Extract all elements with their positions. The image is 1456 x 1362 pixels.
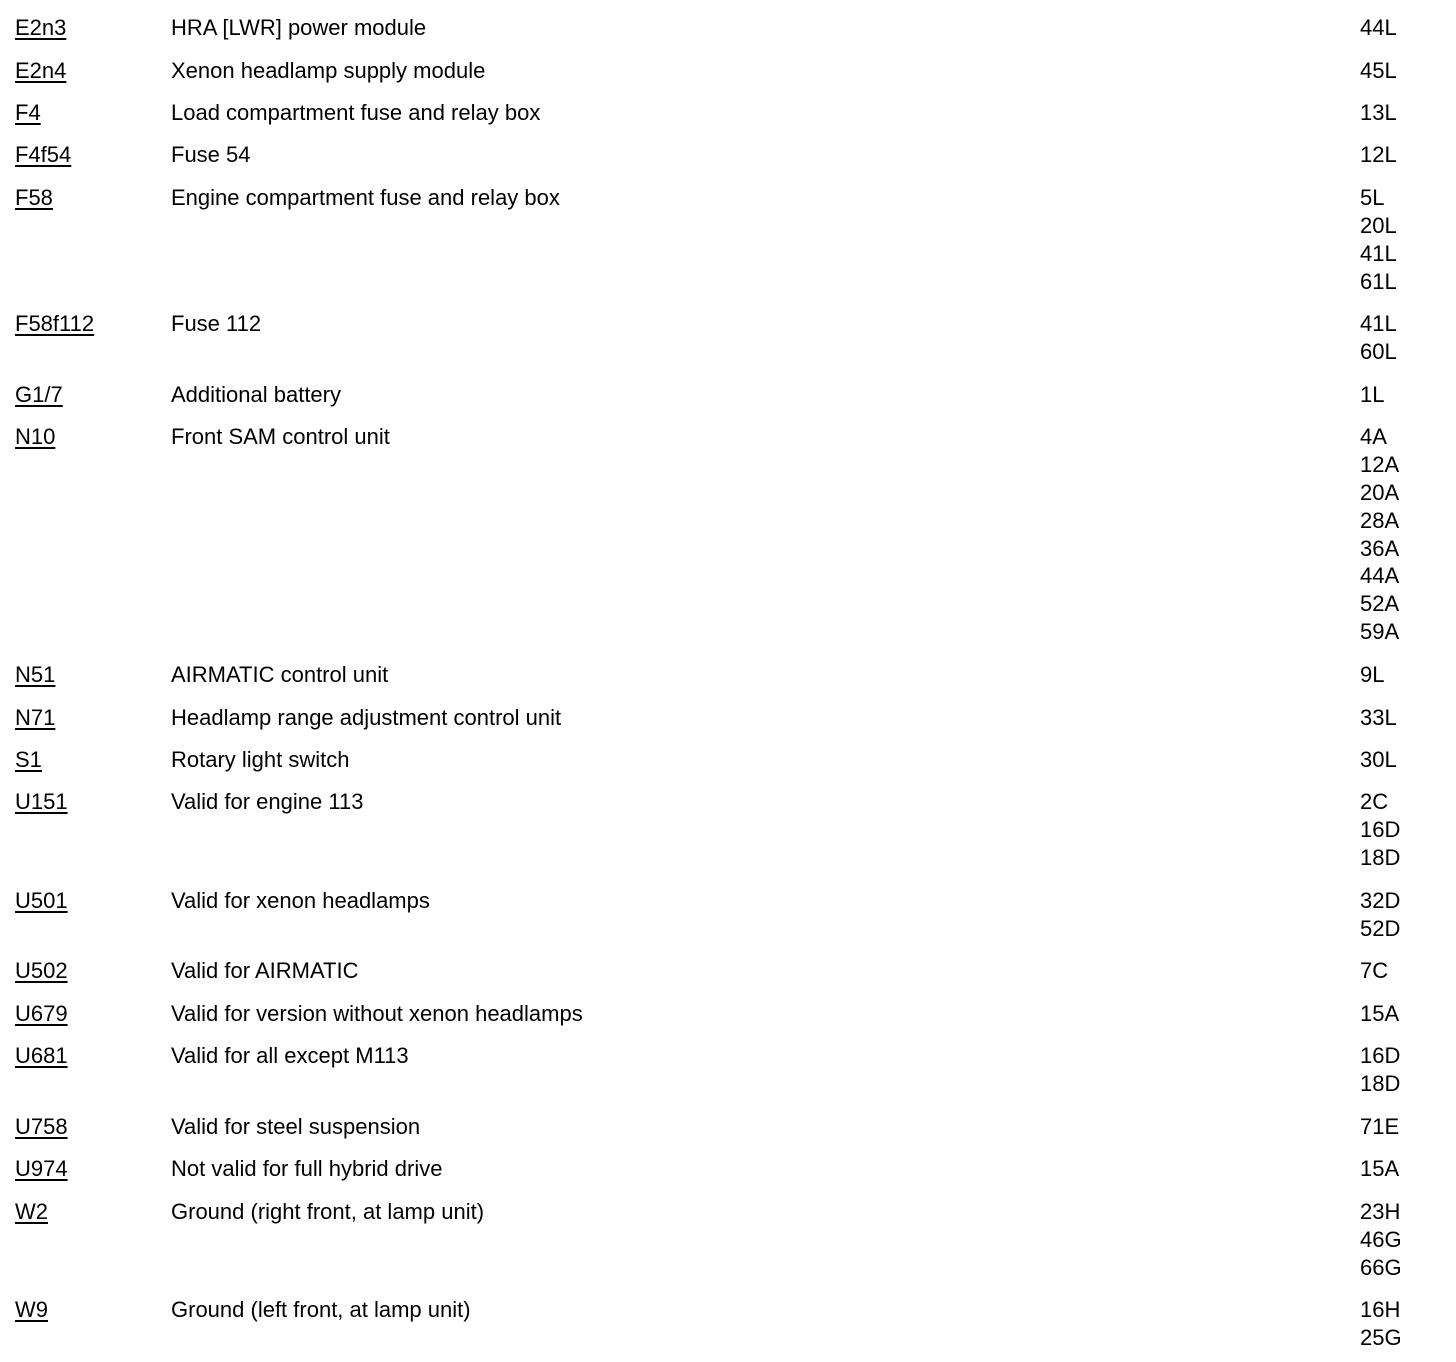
legend-row: [0, 957, 1456, 985]
grid-references: [1360, 746, 1397, 774]
grid-reference: 33L: [1360, 705, 1397, 730]
component-code-link[interactable]: E2n3: [15, 15, 67, 40]
legend-row: [0, 1000, 1456, 1028]
grid-reference: 20L: [1360, 212, 1397, 238]
component-code-link[interactable]: U501: [15, 888, 68, 913]
legend-row: [0, 704, 1456, 732]
component-code-link[interactable]: N10: [15, 424, 56, 449]
grid-references: [1360, 1198, 1402, 1282]
legend-row: [0, 310, 1456, 366]
legend-row: [0, 788, 1456, 872]
grid-reference: 60L: [1360, 338, 1397, 364]
component-description: Front SAM control unit: [171, 424, 390, 449]
component-code-link[interactable]: N51: [15, 662, 56, 687]
grid-references: [1360, 381, 1384, 409]
legend-row: [0, 1155, 1456, 1183]
legend-row: [0, 1198, 1456, 1282]
grid-references: [1360, 1000, 1399, 1028]
component-code-link[interactable]: N71: [15, 705, 56, 730]
component-code-link[interactable]: F58f112: [15, 311, 95, 336]
grid-reference: 15A: [1360, 1156, 1400, 1181]
component-description: HRA [LWR] power module: [171, 15, 427, 40]
grid-reference: 61L: [1360, 268, 1397, 294]
grid-reference: 52A: [1360, 591, 1400, 617]
component-code-link[interactable]: E2n4: [15, 58, 67, 83]
grid-references: [1360, 310, 1397, 366]
grid-reference: 20A: [1360, 479, 1400, 505]
legend-row: [0, 381, 1456, 409]
component-description: Headlamp range adjustment control unit: [171, 705, 562, 730]
component-code-link[interactable]: S1: [15, 747, 42, 772]
grid-reference: 52D: [1360, 915, 1401, 941]
component-description: Valid for all except M113: [171, 1043, 409, 1068]
component-description: Additional battery: [171, 382, 341, 407]
component-code-link[interactable]: F4f54: [15, 142, 72, 167]
component-description: Valid for engine 113: [171, 789, 364, 814]
component-description: Valid for version without xenon headlamps: [171, 1001, 583, 1026]
grid-references: [1360, 957, 1388, 985]
grid-references: [1360, 887, 1400, 943]
grid-references: [1360, 141, 1397, 169]
grid-references: [1360, 57, 1397, 85]
grid-references: [1360, 99, 1397, 127]
component-code-link[interactable]: U974: [15, 1156, 68, 1181]
legend-row: [0, 184, 1456, 296]
component-description: Valid for steel suspension: [171, 1114, 421, 1139]
grid-reference: 9L: [1360, 662, 1385, 687]
legend-row: [0, 887, 1456, 943]
component-description: Fuse 112: [171, 311, 262, 336]
grid-reference: 16D: [1360, 1043, 1401, 1068]
component-code-link[interactable]: U679: [15, 1001, 68, 1026]
component-description: Ground (left front, at lamp unit): [171, 1297, 471, 1322]
grid-reference: 1L: [1360, 382, 1385, 407]
component-code-link[interactable]: F58: [15, 185, 53, 210]
grid-reference: 15A: [1360, 1001, 1400, 1026]
grid-reference: 25G: [1360, 1324, 1402, 1350]
grid-reference: 2C: [1360, 789, 1389, 814]
grid-reference: 41L: [1360, 240, 1397, 266]
grid-reference: 7C: [1360, 958, 1389, 983]
legend-row: [0, 746, 1456, 774]
component-code-link[interactable]: U502: [15, 958, 68, 983]
component-code-link[interactable]: U151: [15, 789, 68, 814]
component-description: Fuse 54: [171, 142, 251, 167]
grid-references: [1360, 14, 1397, 42]
grid-references: [1360, 1296, 1402, 1352]
component-code-link[interactable]: U758: [15, 1114, 68, 1139]
component-code-link[interactable]: G1/7: [15, 382, 63, 407]
grid-references: [1360, 1113, 1399, 1141]
grid-reference: 71E: [1360, 1114, 1400, 1139]
grid-reference: 13L: [1360, 100, 1397, 125]
component-description: Ground (right front, at lamp unit): [171, 1199, 485, 1224]
legend-row: [0, 14, 1456, 42]
grid-references: [1360, 788, 1400, 872]
legend-row: [0, 423, 1456, 647]
grid-reference: 59A: [1360, 619, 1400, 645]
legend-row: [0, 661, 1456, 689]
grid-reference: 5L: [1360, 185, 1385, 210]
component-description: Engine compartment fuse and relay box: [171, 185, 560, 210]
grid-reference: 16D: [1360, 816, 1401, 842]
grid-reference: 46G: [1360, 1226, 1402, 1252]
grid-references: [1360, 423, 1399, 646]
grid-reference: 30L: [1360, 747, 1397, 772]
grid-reference: 28A: [1360, 507, 1400, 533]
grid-references: [1360, 184, 1397, 296]
grid-references: [1360, 1155, 1399, 1183]
grid-references: [1360, 1042, 1400, 1098]
component-description: Not valid for full hybrid drive: [171, 1156, 443, 1181]
grid-reference: 66G: [1360, 1254, 1402, 1280]
legend-row: [0, 1296, 1456, 1352]
grid-reference: 23H: [1360, 1199, 1401, 1224]
legend-row: [0, 57, 1456, 85]
component-code-link[interactable]: U681: [15, 1043, 68, 1068]
component-description: Xenon headlamp supply module: [171, 58, 486, 83]
component-description: AIRMATIC control unit: [171, 662, 389, 687]
grid-references: [1360, 661, 1384, 689]
component-description: Rotary light switch: [171, 747, 350, 772]
grid-reference: 18D: [1360, 844, 1401, 870]
grid-reference: 44A: [1360, 563, 1400, 589]
legend-row: [0, 99, 1456, 127]
legend-row: [0, 141, 1456, 169]
grid-reference: 32D: [1360, 888, 1401, 913]
component-description: Valid for xenon headlamps: [171, 888, 430, 913]
grid-reference: 41L: [1360, 311, 1397, 336]
component-code-link[interactable]: W2: [15, 1199, 48, 1224]
component-description: Valid for AIRMATIC: [171, 958, 359, 983]
component-description: Load compartment fuse and relay box: [171, 100, 541, 125]
legend-row: [0, 1113, 1456, 1141]
grid-reference: 12A: [1360, 451, 1400, 477]
grid-reference: 16H: [1360, 1297, 1401, 1322]
grid-reference: 44L: [1360, 15, 1397, 40]
grid-references: [1360, 704, 1397, 732]
component-code-link[interactable]: W9: [15, 1297, 48, 1322]
grid-reference: 45L: [1360, 58, 1397, 83]
component-code-link[interactable]: F4: [15, 100, 41, 125]
grid-reference: 12L: [1360, 142, 1397, 167]
grid-reference: 36A: [1360, 535, 1400, 561]
grid-reference: 18D: [1360, 1070, 1401, 1096]
legend-row: [0, 1042, 1456, 1098]
grid-reference: 4A: [1360, 424, 1387, 449]
